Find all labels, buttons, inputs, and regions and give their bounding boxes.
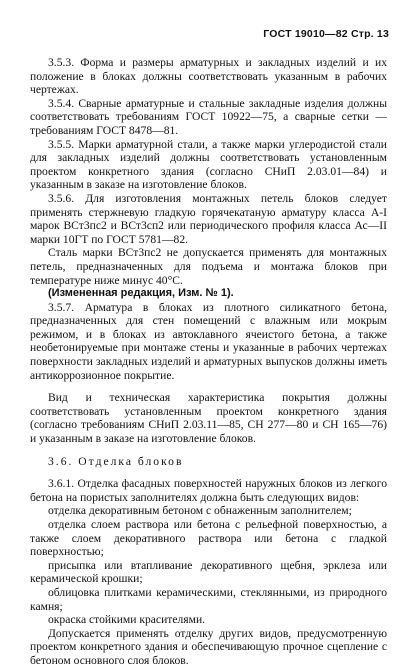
page-header: ГОСТ 19010—82 Стр. 13	[263, 28, 389, 40]
paragraph-steel-note: Сталь марки ВСт3пс2 не допускается применять для монтажных петель, предназначенных для подъема и монтажа блоков при температуре ниже минус 40°С.	[30, 246, 387, 287]
paragraph-3-5-6: 3.5.6. Для изготовления монтажных петель блоков следует применять стержневую гладкую горячекатаную арматуру класса А-I марок ВСт3пс2 и ВСт3сп2 или периодического профиля класса Ас—II марки 10ГТ по ГОСТ 5781—82.	[30, 191, 387, 246]
list-item-paint: окраска стойкими красителями.	[48, 613, 206, 627]
paragraph-3-6-1: 3.6.1. Отделка фасадных поверхностей наружных блоков из легкого бетона на пористых заполнителях должна быть следующих видов:	[30, 477, 387, 504]
paragraph-other-finishes: Допускается применять отделку других видов, предусмотренную проектом конкретного здания и обеспечивающую прочное сцепление с бетоном основного слоя блоков.	[30, 626, 387, 667]
list-item-tiles: облицовка плитками керамическими, стеклянными, из природного камня;	[30, 585, 387, 613]
paragraph-coating: Вид и техническая характеристика покрытия должны соответствовать установленным проектом конкретного здания (согласно требованиям СНиП 2.03.11—85, СН 277—80 и СН 165—76) и указанным в заказе на изготовление блоков.	[30, 391, 387, 446]
paragraph-3-5-3: 3.5.3. Форма и размеры арматурных и закладных изделий и их положение в блоках должны соответствовать указанным в рабочих чертежах.	[30, 56, 387, 97]
paragraph-3-5-4: 3.5.4. Сварные арматурные и стальные закладные изделия должны соответствовать требованиям ГОСТ 10922—75, а сварные сетки — требованиям ГОСТ 8478—81.	[30, 96, 387, 137]
paragraph-3-5-5: 3.5.5. Марки арматурной стали, а также марки углеродистой стали для закладных изделий должны соответствовать установленным проектом конкретного здания (согласно СНиП 2.03.01—84) и указанным в заказе на изготовление блоков.	[30, 137, 387, 192]
paragraph-3-5-7: 3.5.7. Арматура в блоках из плотного силикатного бетона, предназначенных для стен помещений с влажным или мокрым режимом, и в блоках из автоклавного ячеистого бетона, а также необетонируемые при монтаже стены и указанные в рабочих чертежах поверхности закладных изделий и арматурных выпусков должны иметь антикоррозионное покрытие.	[30, 300, 387, 382]
amendment-note: (Измененная редакция, Изм. № 1).	[48, 287, 234, 300]
section-heading-3-6: 3.6. Отделка блоков	[48, 454, 184, 468]
document-body	[30, 56, 387, 668]
list-item-sprinkling: присыпка или втапливание декоративного щебня, эрклеза или керамической крошки;	[30, 558, 387, 586]
list-item-decorative-concrete: отделка декоративным бетоном с обнаженным заполнителем;	[48, 504, 352, 518]
list-item-mortar-layer: отделка слоем раствора или бетона с рельефной поверхностью, а также слоем декоративного раствора или бетона с гладкой поверхностью;	[30, 518, 387, 559]
